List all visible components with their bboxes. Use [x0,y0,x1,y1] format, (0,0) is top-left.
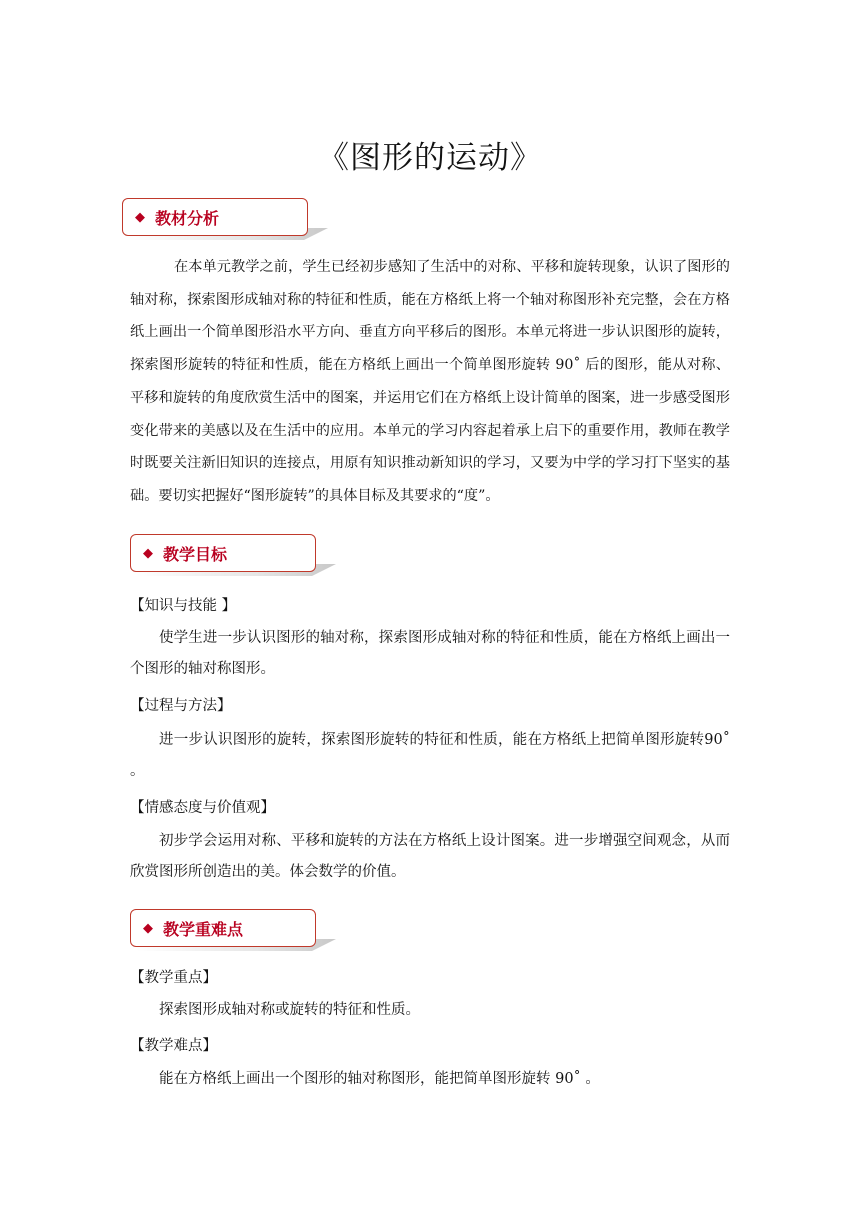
section-heading-label: 教材分析 [155,208,220,228]
section-heading-analysis [122,198,332,238]
diamond-icon: ◆ [135,209,145,225]
keypoint-text: 探索图形成轴对称或旋转的特征和性质。 [159,1002,420,1018]
objective-text-attitude [130,826,730,888]
section-heading-objectives [130,534,340,574]
objective-text: 进一步认识图形的旋转，探索图形旋转的特征和性质，能在方格纸上把简单图形旋转90˚ 。 [130,732,730,779]
objective-text-knowledge [130,623,730,685]
section-heading-box [130,534,316,572]
keypoint-label-difficulty: 【教学难点】 [130,1038,217,1054]
keypoint-text-difficulty [130,1064,730,1095]
objective-label-knowledge: 【知识与技能 】 [130,598,237,614]
section-heading-keypoints [130,909,340,949]
section-heading-box [130,909,316,947]
diamond-icon: ◆ [143,920,153,936]
diamond-icon: ◆ [143,545,153,561]
section-heading-box [122,198,308,236]
section-heading-label: 教学重难点 [163,919,244,939]
keypoint-text-focus [130,995,730,1026]
objective-label-process: 【过程与方法】 [130,698,232,714]
objective-text: 初步学会运用对称、平移和旋转的方法在方格纸上设计图案。进一步增强空间观念，从而欣赏图形所创造出的美。体会数学的价值。 [130,833,730,880]
keypoint-text: 能在方格纸上画出一个图形的轴对称图形，能把简单图形旋转 90˚ 。 [159,1071,600,1087]
keypoint-label-focus: 【教学重点】 [130,970,217,986]
objective-label-attitude: 【情感态度与价值观】 [130,800,275,816]
analysis-paragraph [130,251,730,513]
document-title: 《图形的运动》 [318,140,542,176]
analysis-paragraph-text: 在本单元教学之前，学生已经初步感知了生活中的对称、平移和旋转现象，认识了图形的轴对称，探索图形成轴对称的特征和性质，能在方格纸上将一个轴对称图形补充完整，会在方格纸上画出一个简单图形沿水平方向、垂直方向平移后的图形。本单元将进一步认识图形的旋转，探索图形旋转的特征和性质，能在方格纸上画出一个简单图形旋转 90˚ 后的图形，能从对称、平移和旋转的角度欣赏生活中的图案，并运用它们在方格纸上设计简单的图案，进一步感受图形变化带来的美感以及在生活中的应用。本单元的学习内容起着承上启下的重要作用，教师在教学时既要关注新旧知识的连接点，用原有知识推动新知识的学习，又要为中学的学习打下坚实的基础。要切实把握好“图形旋转”的具体目标及其要求的“度”。 [130,259,730,504]
objective-text: 使学生进一步认识图形的轴对称，探索图形成轴对称的特征和性质，能在方格纸上画出一个图形的轴对称图形。 [130,630,730,677]
section-heading-label: 教学目标 [163,544,228,564]
objective-text-process [130,725,730,787]
